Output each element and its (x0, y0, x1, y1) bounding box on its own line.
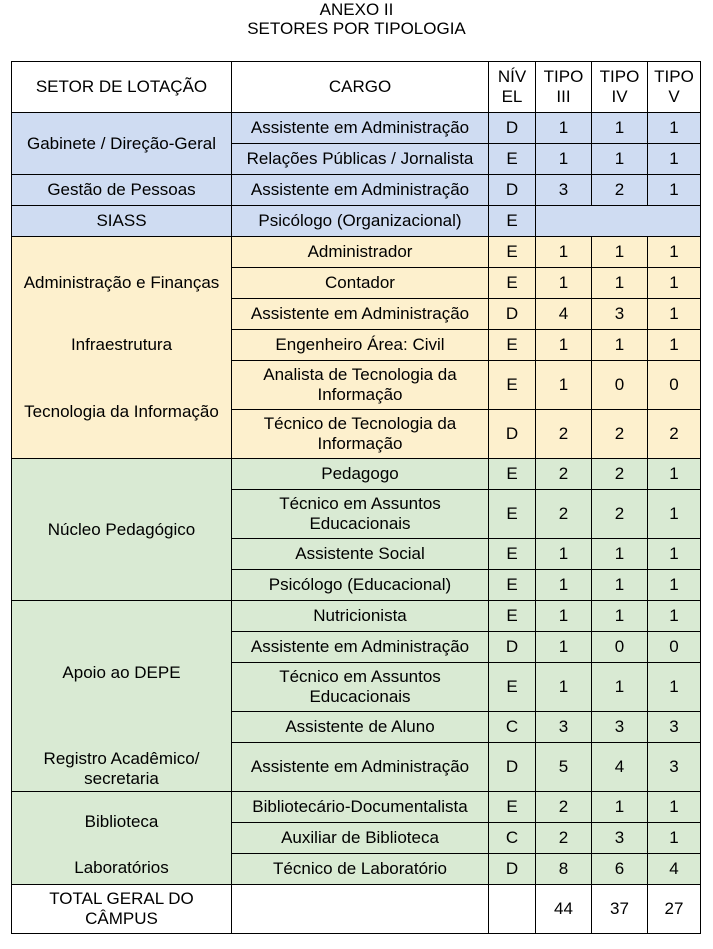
sector-registro: Registro Acadêmico/ secretaria (43, 749, 200, 788)
table-row (12, 601, 701, 632)
tipo5-cell: 3 (648, 743, 701, 792)
cargo-cell: Assistente em Administração (232, 299, 489, 330)
tipo5-cell: 0 (648, 361, 701, 410)
table-row (12, 113, 701, 144)
header-tipo-iii: TIPO III (536, 62, 592, 113)
sector-group-biblioteca (12, 792, 232, 885)
document-title (0, 0, 713, 38)
nivel-cell: D (489, 854, 536, 885)
tipo4-cell: 1 (592, 237, 648, 268)
cargo-cell: Contador (232, 268, 489, 299)
nivel-cell: E (489, 206, 536, 237)
title-line-2: SETORES POR TIPOLOGIA (247, 19, 466, 38)
tipo4-cell: 1 (592, 663, 648, 712)
nivel-cell: D (489, 299, 536, 330)
table-row (12, 792, 701, 823)
tipo4-cell: 1 (592, 144, 648, 175)
tipo3-cell: 2 (536, 823, 592, 854)
tipo4-cell: 1 (592, 792, 648, 823)
nivel-cell: D (489, 632, 536, 663)
cargo-cell: Pedagogo (232, 459, 489, 490)
sector-group-admin (12, 237, 232, 459)
tipo3-cell: 8 (536, 854, 592, 885)
cargo-cell: Auxiliar de Biblioteca (232, 823, 489, 854)
tipo4-cell: 1 (592, 268, 648, 299)
total-nivel-empty (489, 885, 536, 934)
nivel-cell: D (489, 743, 536, 792)
cargo-cell: Técnico em Assuntos Educacionais (232, 490, 489, 539)
cargo-cell: Assistente de Aluno (232, 712, 489, 743)
tipo5-cell: 1 (648, 663, 701, 712)
sector-admfin: Administração e Finanças (23, 273, 220, 292)
sector-gabinete: Gabinete / Direção-Geral (12, 113, 232, 175)
tipo4-cell: 0 (592, 361, 648, 410)
tipo4-cell: 2 (592, 410, 648, 459)
tipo3-cell: 3 (536, 712, 592, 743)
tipo5-cell: 1 (648, 330, 701, 361)
tipo3-cell: 1 (536, 632, 592, 663)
cargo-cell: Psicólogo (Educacional) (232, 570, 489, 601)
tipo4-cell: 2 (592, 490, 648, 539)
total-tipo3: 44 (536, 885, 592, 934)
tipo3-cell: 1 (536, 330, 592, 361)
total-tipo5: 27 (648, 885, 701, 934)
tipo5-cell: 1 (648, 144, 701, 175)
nivel-cell: D (489, 113, 536, 144)
nivel-cell: E (489, 539, 536, 570)
cargo-cell: Assistente em Administração (232, 743, 489, 792)
header-tipo-iv: TIPO IV (592, 62, 648, 113)
tipo5-cell: 1 (648, 539, 701, 570)
tipo4-cell: 6 (592, 854, 648, 885)
tipo5-cell: 1 (648, 237, 701, 268)
total-cargo-empty (232, 885, 489, 934)
tipo3-cell: 1 (536, 113, 592, 144)
sectors-table (11, 61, 701, 934)
cargo-cell: Bibliotecário-Documentalista (232, 792, 489, 823)
header-nivel: NÍV EL (489, 62, 536, 113)
sector-infra: Infraestrutura (70, 335, 173, 354)
nivel-cell: D (489, 410, 536, 459)
tipo3-cell: 2 (536, 459, 592, 490)
header-row (12, 62, 701, 113)
tipo4-cell: 3 (592, 299, 648, 330)
tipo3-cell: 1 (536, 570, 592, 601)
sector-depe: Apoio ao DEPE (62, 663, 181, 682)
tipo4-cell: 3 (592, 823, 648, 854)
cargo-cell: Assistente Social (232, 539, 489, 570)
nivel-cell: E (489, 570, 536, 601)
header-cargo: CARGO (232, 62, 489, 113)
header-setor: SETOR DE LOTAÇÃO (12, 62, 232, 113)
tipo5-cell: 4 (648, 854, 701, 885)
nivel-cell: E (489, 330, 536, 361)
tipo4-cell: 1 (592, 113, 648, 144)
sector-ti: Tecnologia da Informação (24, 402, 219, 421)
tipo3-cell: 1 (536, 237, 592, 268)
nivel-cell: E (489, 361, 536, 410)
tipo5-cell: 1 (648, 268, 701, 299)
cargo-cell: Relações Públicas / Jornalista (232, 144, 489, 175)
tipo5-cell: 1 (648, 823, 701, 854)
tipo3-cell: 1 (536, 663, 592, 712)
nivel-cell: C (489, 823, 536, 854)
nivel-cell: E (489, 459, 536, 490)
sector-gestao: Gestão de Pessoas (12, 175, 232, 206)
tipo5-cell: 1 (648, 175, 701, 206)
cargo-cell: Assistente em Administração (232, 175, 489, 206)
tipo4-cell: 0 (592, 632, 648, 663)
tipo-empty-cell (536, 206, 701, 237)
tipo4-cell: 2 (592, 459, 648, 490)
tipo3-cell: 1 (536, 144, 592, 175)
tipo3-cell: 2 (536, 410, 592, 459)
cargo-cell: Engenheiro Área: Civil (232, 330, 489, 361)
tipo3-cell: 1 (536, 268, 592, 299)
cargo-cell: Analista de Tecnologia da Informação (232, 361, 489, 410)
tipo4-cell: 1 (592, 570, 648, 601)
table-row (12, 459, 701, 490)
sector-nucleo: Núcleo Pedagógico (12, 459, 232, 601)
tipo5-cell: 1 (648, 570, 701, 601)
tipo3-cell: 3 (536, 175, 592, 206)
tipo4-cell: 2 (592, 175, 648, 206)
total-tipo4: 37 (592, 885, 648, 934)
table-row (12, 237, 701, 268)
cargo-cell: Nutricionista (232, 601, 489, 632)
tipo3-cell: 1 (536, 539, 592, 570)
tipo5-cell: 1 (648, 601, 701, 632)
nivel-cell: E (489, 663, 536, 712)
total-label: TOTAL GERAL DO CÂMPUS (12, 885, 232, 934)
nivel-cell: E (489, 144, 536, 175)
tipo3-cell: 2 (536, 490, 592, 539)
nivel-cell: D (489, 175, 536, 206)
tipo4-cell: 1 (592, 539, 648, 570)
nivel-cell: E (489, 268, 536, 299)
tipo4-cell: 1 (592, 601, 648, 632)
title-line-1: ANEXO II (319, 0, 394, 19)
tipo3-cell: 4 (536, 299, 592, 330)
table-row (12, 175, 701, 206)
cargo-cell: Técnico em Assuntos Educacionais (232, 663, 489, 712)
sector-siass: SIASS (12, 206, 232, 237)
sector-biblioteca: Biblioteca (84, 812, 159, 831)
cargo-cell: Psicólogo (Organizacional) (232, 206, 489, 237)
cargo-cell: Assistente em Administração (232, 632, 489, 663)
tipo4-cell: 1 (592, 330, 648, 361)
nivel-cell: E (489, 792, 536, 823)
tipo5-cell: 3 (648, 712, 701, 743)
tipo4-cell: 4 (592, 743, 648, 792)
nivel-cell: E (489, 237, 536, 268)
tipo3-cell: 2 (536, 792, 592, 823)
nivel-cell: E (489, 490, 536, 539)
tipo5-cell: 1 (648, 113, 701, 144)
tipo5-cell: 1 (648, 299, 701, 330)
tipo3-cell: 1 (536, 601, 592, 632)
tipo3-cell: 1 (536, 361, 592, 410)
sector-laboratorios: Laboratórios (74, 858, 169, 877)
tipo3-cell: 5 (536, 743, 592, 792)
nivel-cell: E (489, 601, 536, 632)
tipo5-cell: 0 (648, 632, 701, 663)
cargo-cell: Técnico de Tecnologia da Informação (232, 410, 489, 459)
tipo5-cell: 1 (648, 490, 701, 539)
table-row (12, 206, 701, 237)
tipo5-cell: 1 (648, 792, 701, 823)
sector-group-depe (12, 601, 232, 792)
cargo-cell: Técnico de Laboratório (232, 854, 489, 885)
header-tipo-v: TIPO V (648, 62, 701, 113)
nivel-cell: C (489, 712, 536, 743)
tipo4-cell: 3 (592, 712, 648, 743)
total-row (12, 885, 701, 934)
tipo5-cell: 1 (648, 459, 701, 490)
cargo-cell: Assistente em Administração (232, 113, 489, 144)
tipo5-cell: 2 (648, 410, 701, 459)
cargo-cell: Administrador (232, 237, 489, 268)
